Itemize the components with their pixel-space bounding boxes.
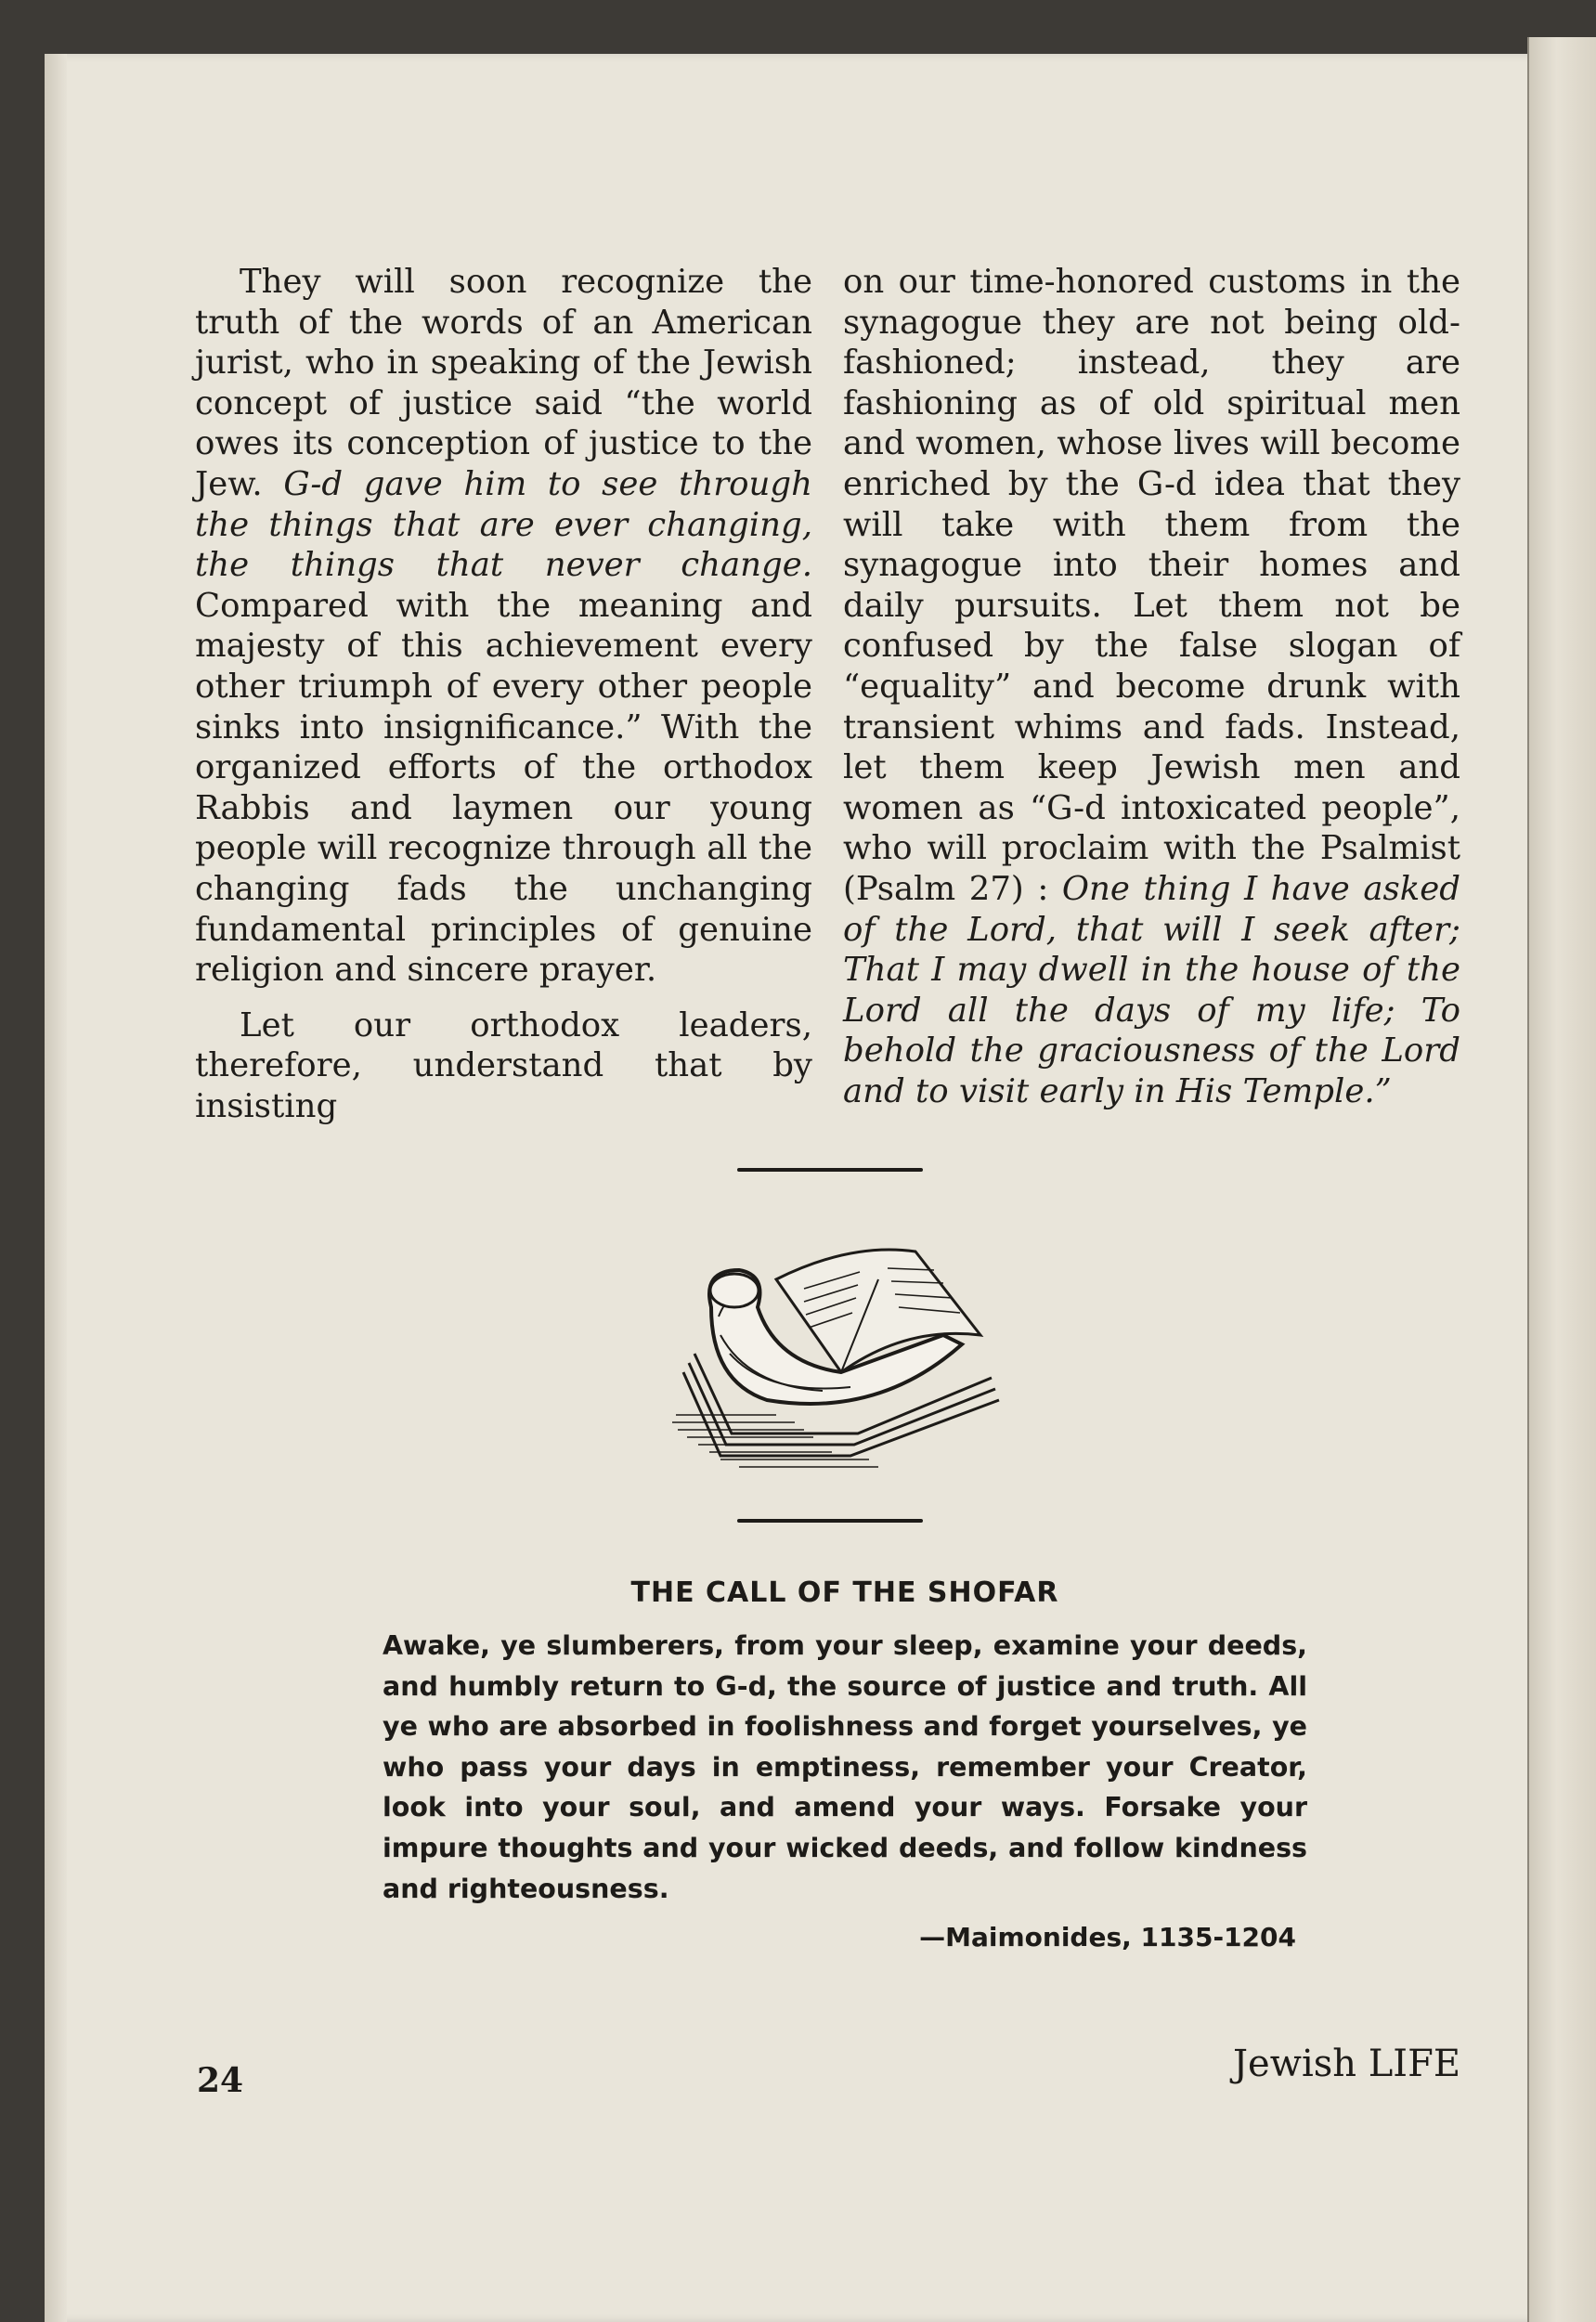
page-number: 24	[197, 2061, 244, 2100]
divider-rule-bottom	[737, 1519, 923, 1523]
left-p1-quote-italic: G-d gave him to see through the things that are ever changing, the things that never change.	[195, 464, 812, 585]
right-text: on our time-honored customs in the synagogue they are not being old-fashioned; instead, they are fashioning as of old spiritual men and women, whose lives will become enriched by the G-d idea that they will take with them from the synagogue into their homes and daily pursuits. Let them not be confused by the false slogan of “equality” and become drunk with transient whims and fads. Instead, let them keep Jewish men and women as “G-d intoxicated people”, who will proclaim with the Psalmist (Psalm 27) :	[843, 263, 1460, 908]
divider-rule-top	[737, 1168, 923, 1172]
shofar-attribution: —Maimonides, 1135-1204	[919, 1922, 1296, 1953]
next-page-edge	[1527, 37, 1596, 2322]
left-p1-text-a: They will soon recognize the truth of the words of an American jurist, who in speaking of the Jewish concept of justice said “the world owes its conception of justice to the Jew.	[195, 263, 812, 503]
left-paragraph-2: Let our orthodox leaders, therefore, understand that by insisting	[195, 1005, 812, 1125]
right-paragraph	[843, 262, 1460, 1111]
left-column	[195, 262, 812, 1126]
shofar-box	[383, 1576, 1307, 1952]
right-column	[843, 262, 1460, 1111]
psalm-quote-italic: One thing I have asked of the Lord, that will I seek after; That I may dwell in the house of the Lord all the days of my life; To behold the graciousness of the Lord and to visit early in His Temple.”	[843, 869, 1460, 1110]
left-paragraph-1	[195, 262, 812, 991]
publication-name: Jewish LIFE	[1233, 2043, 1461, 2085]
shofar-title: THE CALL OF THE SHOFAR	[630, 1576, 1059, 1609]
shofar-text: Awake, ye slumberers, from your sleep, examine your deeds, and humbly return to G-d, the source of justice and truth. All ye who are absorbed in foolishness and forget yourselves, ye who pass your days in emptiness, remember your Creator, look into your soul, and amend your ways. Forsake your impure thoughts and your wicked deeds, and follow kindness and righteousness.	[383, 1630, 1307, 1904]
left-p1-text-b: Compared with the meaning and majesty of this achievement every other triumph of every other people sinks into insignificance.” With the organized efforts of the orthodox Rabbis and laymen our young people will recognize through all the changing fads the unchanging fundamental principles of genuine religion and sincere prayer.	[195, 586, 812, 990]
shofar-book-illustration	[665, 1224, 1018, 1484]
page-binding-edge	[45, 54, 67, 2322]
